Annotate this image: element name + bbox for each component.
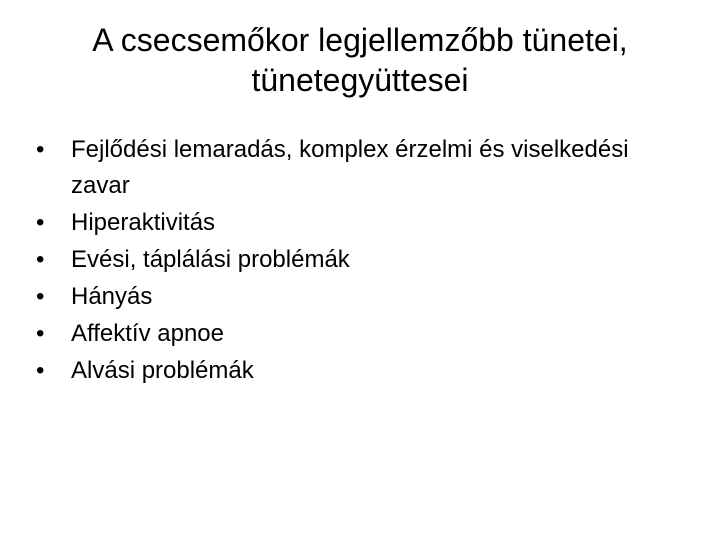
bullet-dot-icon: • [36, 320, 45, 347]
bullet-list [36, 132, 676, 390]
bullet-item [36, 242, 676, 278]
bullet-text: Alvási problémák [71, 357, 254, 384]
slide-title: A csecsemőkor legjellemzőbb tünetei, tünetegyüttesei [92, 22, 628, 98]
bullet-item [36, 353, 676, 389]
bullet-dot-icon: • [36, 357, 45, 384]
bullet-item [36, 132, 676, 204]
bullet-item [36, 316, 676, 352]
bullet-dot-icon: • [36, 136, 45, 163]
bullet-text: Hiperaktivitás [71, 209, 216, 236]
bullet-dot-icon: • [36, 246, 45, 273]
bullet-text: Fejlődési lemaradás, komplex érzelmi és viselkedési zavar [71, 136, 629, 199]
bullet-dot-icon: • [36, 209, 45, 236]
bullet-dot-icon: • [36, 283, 45, 310]
bullet-text: Hányás [71, 283, 153, 310]
bullet-item [36, 205, 676, 241]
bullet-text: Affektív apnoe [71, 320, 224, 347]
bullet-item [36, 279, 676, 315]
bullet-text: Evési, táplálási problémák [71, 246, 350, 273]
